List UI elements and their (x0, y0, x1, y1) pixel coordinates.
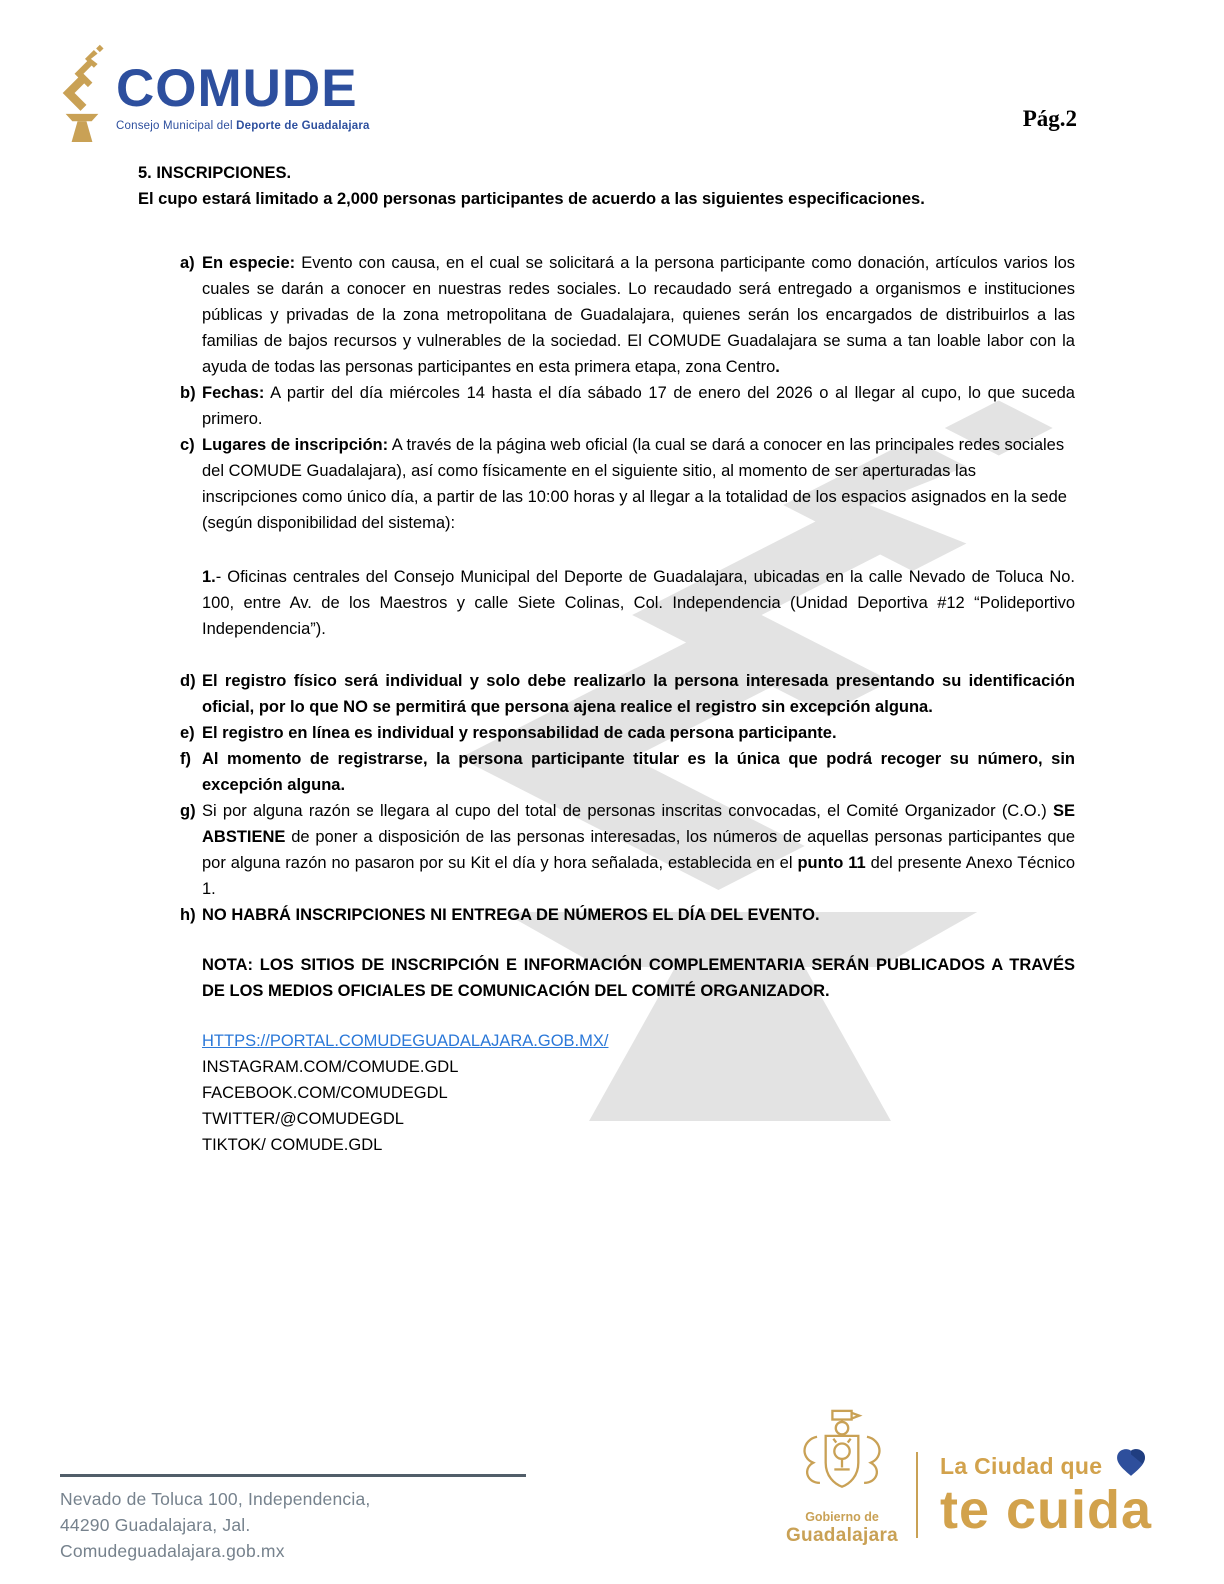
item-g-text-3: del presente Anexo Técnico 1. (202, 854, 1076, 898)
item-f-text: Al momento de registrarse, la persona participante titular es la única que podrá recoger su número, sin excepción alguna. (202, 750, 1075, 794)
nota-paragraph: NOTA: LOS SITIOS DE INSCRIPCIÓN E INFORMACIÓN COMPLEMENTARIA SERÁN PUBLICADOS A TRAVÉS DE LOS MEDIOS OFICIALES DE COMUNICACIÓN DEL COMITÉ ORGANIZADOR. (202, 956, 1075, 1000)
page-number: Pág.2 (1022, 106, 1077, 131)
item-c-lead: Lugares de inscripción: (202, 436, 389, 454)
item-a-text: Evento con causa, en el cual se solicitará a la persona participante como donación, artículos varios los cuales se darán a conocer en nuestras redes sociales. Lo recaudado será entregado a organismos e instituciones públicas y privadas de la zona metropolitana de Guadalajara, quienes serán los encargados de distribuirlos a las familias de bajos recursos y vulnerables de la sociedad. El COMUDE Guadalajara se suma a tan loable labor con la ayuda de todas las personas participantes en esta primera etapa, zona Centro (202, 254, 1075, 376)
address-line-2: 44290 Guadalajara, Jal. (60, 1515, 251, 1535)
gov-text-line-1: Gobierno de (805, 1510, 879, 1524)
item-g-text-2: de poner a disposición de las personas interesadas, los números de aquellas personas participantes que por alguna razón no pasaron por su Kit el día y hora señalada, establecida en el (202, 828, 1075, 872)
venue-text: - Oficinas centrales del Consejo Municipal del Deporte de Guadalajara, ubicadas en la calle Nevado de Toluca No. 100, entre Av. de los Maestros y calle Siete Colinas, Col. Independencia (Unidad Deportiva #12 “Polideportivo Independencia”). (202, 568, 1075, 638)
item-e-marker: e) (180, 724, 195, 742)
instagram-text: INSTAGRAM.COM/COMUDE.GDL (202, 1058, 459, 1076)
coat-of-arms-icon (794, 1408, 890, 1504)
list-item-h (138, 902, 1075, 928)
section-title: 5. INSCRIPCIONES. (138, 164, 292, 182)
tiktok-text: TIKTOK/ COMUDE.GDL (202, 1136, 383, 1154)
lettered-list (138, 250, 1075, 928)
item-a-tail: . (775, 358, 780, 376)
venue-number: 1. (202, 568, 216, 586)
list-item-b (138, 380, 1075, 432)
facebook-text: FACEBOOK.COM/COMUDEGDL (202, 1084, 448, 1102)
document-body (138, 160, 1075, 1158)
list-item-d (138, 668, 1075, 720)
item-d-marker: d) (180, 672, 196, 690)
item-g-bold-2: punto 11 (797, 854, 866, 872)
comude-logo (58, 44, 370, 153)
item-h-text: NO HABRÁ INSCRIPCIONES NI ENTREGA DE NÚMEROS EL DÍA DEL EVENTO. (202, 906, 820, 924)
footer-divider (60, 1474, 526, 1477)
intro-paragraph: El cupo estará limitado a 2,000 personas participantes de acuerdo a las siguientes especificaciones. (138, 190, 925, 208)
slogan-line-2: te cuida (940, 1480, 1153, 1540)
item-d-text: El registro físico será individual y solo debe realizarlo la persona interesada presentando su identificación oficial, por lo que NO se permitirá que persona ajena realice el registro sin excepción alguna. (202, 672, 1075, 716)
city-slogan (940, 1450, 1153, 1540)
gov-text-line-2: Guadalajara (785, 1524, 899, 1546)
footer-address (60, 1486, 370, 1564)
item-c-text: A través de la página web oficial (la cual se dará a conocer en las principales redes sociales del COMUDE Guadalajara), así como físicamente en el siguiente sitio, al momento de ser aperturadas las inscripciones como único día, a partir de las 10:00 horas y al llegar a la totalidad de los espacios asignados en la sede (según disponibilidad del sistema): (202, 436, 1067, 532)
guadalajara-government-logo (778, 1408, 906, 1547)
list-item-g (138, 798, 1075, 902)
links-block (202, 1028, 1075, 1158)
item-f-marker: f) (180, 750, 191, 768)
item-b-text: A partir del día miércoles 14 hasta el día sábado 17 de enero del 2026 o al llegar al cupo, lo que suceda primero. (202, 384, 1075, 428)
twitter-text: TWITTER/@COMUDEGDL (202, 1110, 404, 1128)
venue-paragraph (202, 564, 1075, 642)
item-h-marker: h) (180, 906, 196, 924)
portal-link[interactable]: HTTPS://PORTAL.COMUDEGUADALAJARA.GOB.MX/ (202, 1032, 609, 1050)
list-item-f (138, 746, 1075, 798)
item-e-text: El registro en línea es individual y responsabilidad de cada persona participante. (202, 724, 837, 742)
comude-torch-icon (58, 44, 106, 153)
logo-wordmark: COMUDE (116, 59, 358, 118)
item-a-lead: En especie: (202, 254, 296, 272)
slogan-line-1: La Ciudad que (940, 1453, 1103, 1479)
address-line-1: Nevado de Toluca 100, Independencia, (60, 1489, 371, 1509)
item-a-marker: a) (180, 254, 195, 272)
address-line-3: Comudeguadalajara.gob.mx (60, 1541, 285, 1561)
item-b-lead: Fechas: (202, 384, 265, 402)
item-c-marker: c) (180, 436, 195, 454)
footer-vertical-divider (916, 1452, 918, 1538)
logo-subtitle: Consejo Municipal del Deporte de Guadalajara (116, 120, 370, 132)
item-b-marker: b) (180, 384, 196, 402)
heart-icon (1114, 1448, 1148, 1483)
list-item-a (138, 250, 1075, 380)
list-item-e (138, 720, 1075, 746)
item-g-bold-1: SE ABSTIENE (202, 802, 1075, 846)
list-item-c (138, 432, 1075, 536)
item-g-marker: g) (180, 802, 196, 820)
item-g-text-1: Si por alguna razón se llegara al cupo del total de personas inscritas convocadas, el Comité Organizador (C.O.) (202, 802, 1053, 820)
